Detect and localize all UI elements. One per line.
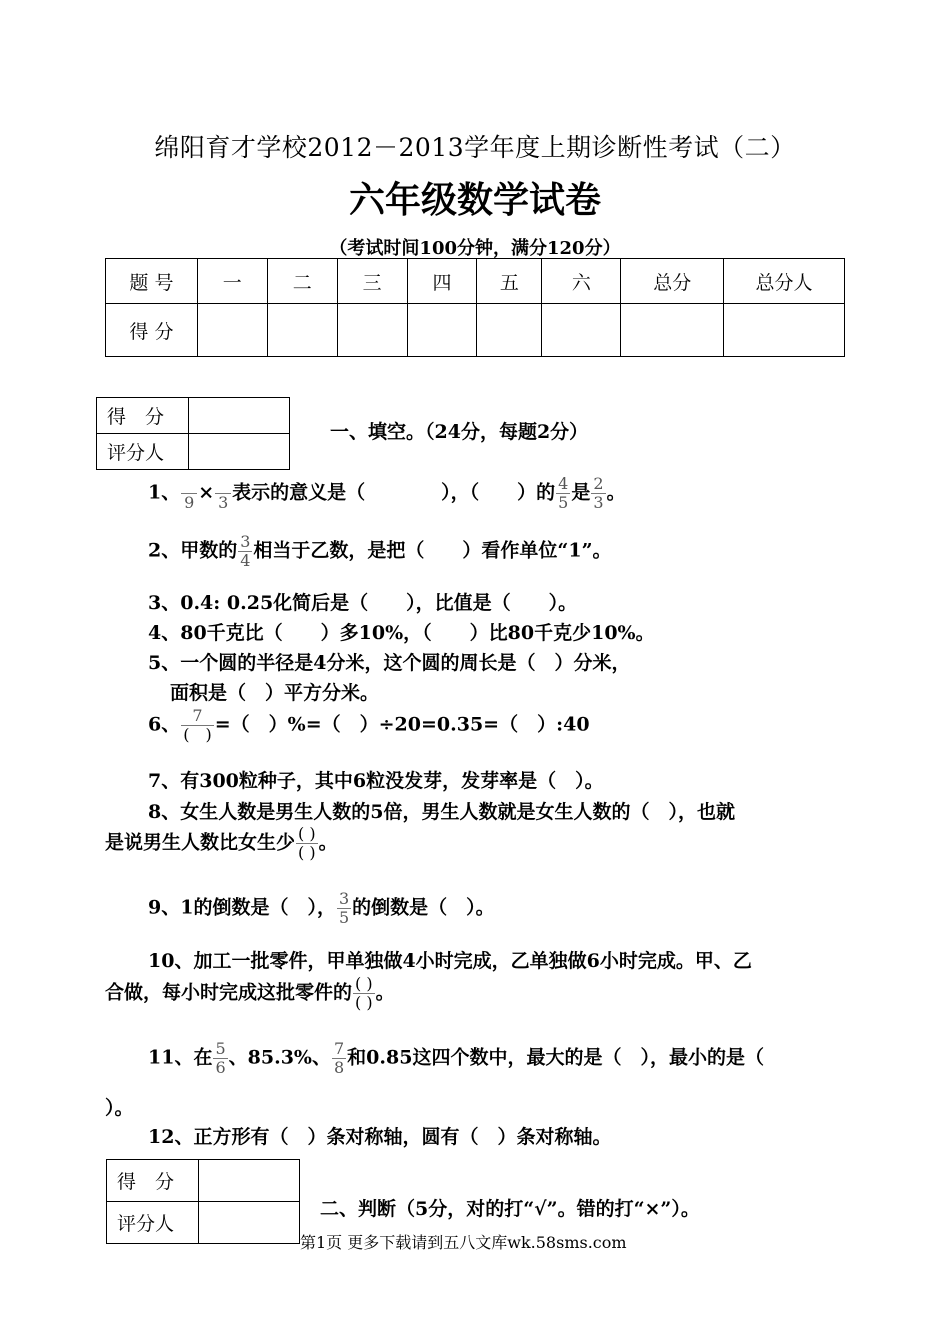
q2-fraction: $\frac{3}{4}$ — [240, 532, 251, 570]
score-cell[interactable] — [477, 304, 542, 357]
question-6 — [148, 707, 590, 744]
score-header-totaler: 总分人 — [724, 259, 845, 304]
school-title: 绵阳育才学校2012－2013学年度上期诊断性考试（二） — [154, 133, 796, 162]
score-header-3: 三 — [337, 259, 407, 304]
q1-times: × — [198, 481, 215, 504]
grader-score-cell[interactable] — [188, 398, 289, 434]
score-row-label: 得 分 — [106, 304, 198, 357]
grader-box-section1 — [96, 397, 290, 470]
exam-note: （考试时间100分钟，满分120分） — [329, 238, 621, 259]
q10-text: 合做，每小时完成这批零件的 — [105, 981, 353, 1004]
q9-text-b: 的倒数是（ ）。 — [352, 896, 495, 919]
score-header-2: 二 — [267, 259, 337, 304]
q11-fraction-2: $\frac{7}{8}$ — [333, 1039, 345, 1077]
question-4: 4、80千克比（ ）多10%，（ ）比80千克少10%。 — [148, 622, 655, 644]
question-9 — [148, 890, 495, 927]
q1-fraction-1: 9 — [181, 475, 197, 512]
q9-fraction: $\frac{3}{5}$ — [338, 889, 350, 927]
q1-fraction-3: $\frac{4}{5}$ — [558, 474, 569, 512]
q11-text-b: 、85.3%、 — [228, 1046, 331, 1069]
question-10-line1: 10、加工一批零件，甲单独做4小时完成，乙单独做6小时完成。甲、乙 — [148, 950, 752, 972]
score-header-5: 五 — [477, 259, 542, 304]
q1-fraction-4: $\frac{2}{3}$ — [593, 474, 604, 512]
question-5-line1: 5、一个圆的半径是4分米，这个圆的周长是（ ）分米， — [148, 652, 631, 674]
q8-end: 。 — [318, 831, 338, 854]
grader-name-cell[interactable] — [198, 1202, 299, 1244]
exam-title: 六年级数学试卷 — [348, 180, 601, 221]
score-cell[interactable] — [407, 304, 477, 357]
question-11-line1 — [148, 1040, 764, 1077]
section2-title: 二、判断（5分，对的打“√”。错的打“×”）。 — [320, 1198, 700, 1220]
q8-fraction: $\frac{( )}{( )}$ — [298, 824, 316, 862]
question-1 — [148, 475, 626, 512]
question-12: 12、正方形有（ ）条对称轴，圆有（ ）条对称轴。 — [148, 1126, 612, 1148]
section1-title: 一、填空。（24分，每题2分） — [330, 421, 589, 443]
score-cell[interactable] — [267, 304, 337, 357]
question-5-line2: 面积是（ ）平方分米。 — [170, 682, 380, 704]
score-header-total: 总分 — [621, 259, 724, 304]
q6-prefix: 6、 — [148, 713, 181, 736]
question-7: 7、有300粒种子，其中6粒没发芽，发芽率是（ ）。 — [148, 770, 604, 792]
grader-box-section2 — [106, 1159, 300, 1244]
grader-score-label: 得 分 — [107, 1160, 199, 1202]
grader-name-label: 评分人 — [97, 434, 189, 470]
q1-text-a: 表示的意义是（ ），（ ）的 — [232, 481, 556, 504]
score-header-1: 一 — [197, 259, 267, 304]
q1-text-c: 。 — [606, 481, 626, 504]
score-table — [105, 258, 845, 357]
question-2 — [148, 533, 612, 570]
q1-prefix: 1、 — [148, 481, 181, 504]
q11-fraction-1: $\frac{5}{6}$ — [215, 1039, 226, 1077]
question-8-line2 — [105, 825, 338, 862]
score-cell[interactable] — [724, 304, 845, 357]
q2-text: 相当于乙数，是把（ ）看作单位“1”。 — [253, 539, 612, 562]
question-3: 3、0.4: 0.25化简后是（ ），比值是（ ）。 — [148, 592, 578, 614]
score-header-label: 题 号 — [106, 259, 198, 304]
q1-fraction-2: 3 — [215, 475, 231, 512]
score-cell[interactable] — [337, 304, 407, 357]
q10-fraction: $\frac{( )}{( )}$ — [355, 974, 373, 1012]
score-cell[interactable] — [197, 304, 267, 357]
grader-score-label: 得 分 — [97, 398, 189, 434]
score-header-6: 六 — [542, 259, 621, 304]
q6-text: =（ ）%=（ ）÷20=0.35=（ ）:40 — [214, 713, 590, 736]
question-10-line2 — [105, 975, 395, 1012]
grader-name-cell[interactable] — [188, 434, 289, 470]
q1-text-b: 是 — [571, 481, 591, 504]
score-cell[interactable] — [542, 304, 621, 357]
q10-end: 。 — [375, 981, 395, 1004]
q2-prefix: 2、甲数的 — [148, 539, 238, 562]
q8-text: 是说男生人数比女生少 — [105, 831, 296, 854]
question-8-line1: 8、女生人数是男生人数的5倍，男生人数就是女生人数的（ ），也就 — [148, 801, 735, 823]
page-footer: 第1页 更多下载请到五八文库wk.58sms.com — [300, 1233, 627, 1252]
q6-fraction: $\frac{7}{( )}$ — [183, 706, 212, 744]
q9-text-a: 9、1的倒数是（ ）， — [148, 896, 336, 919]
q11-text-a: 11、在 — [148, 1046, 213, 1069]
grader-score-cell[interactable] — [198, 1160, 299, 1202]
score-cell[interactable] — [621, 304, 724, 357]
q11-text-c: 和0.85这四个数中，最大的是（ ），最小的是（ — [347, 1046, 764, 1069]
grader-name-label: 评分人 — [107, 1202, 199, 1244]
score-header-4: 四 — [407, 259, 477, 304]
question-11-line2: ）。 — [105, 1097, 134, 1119]
